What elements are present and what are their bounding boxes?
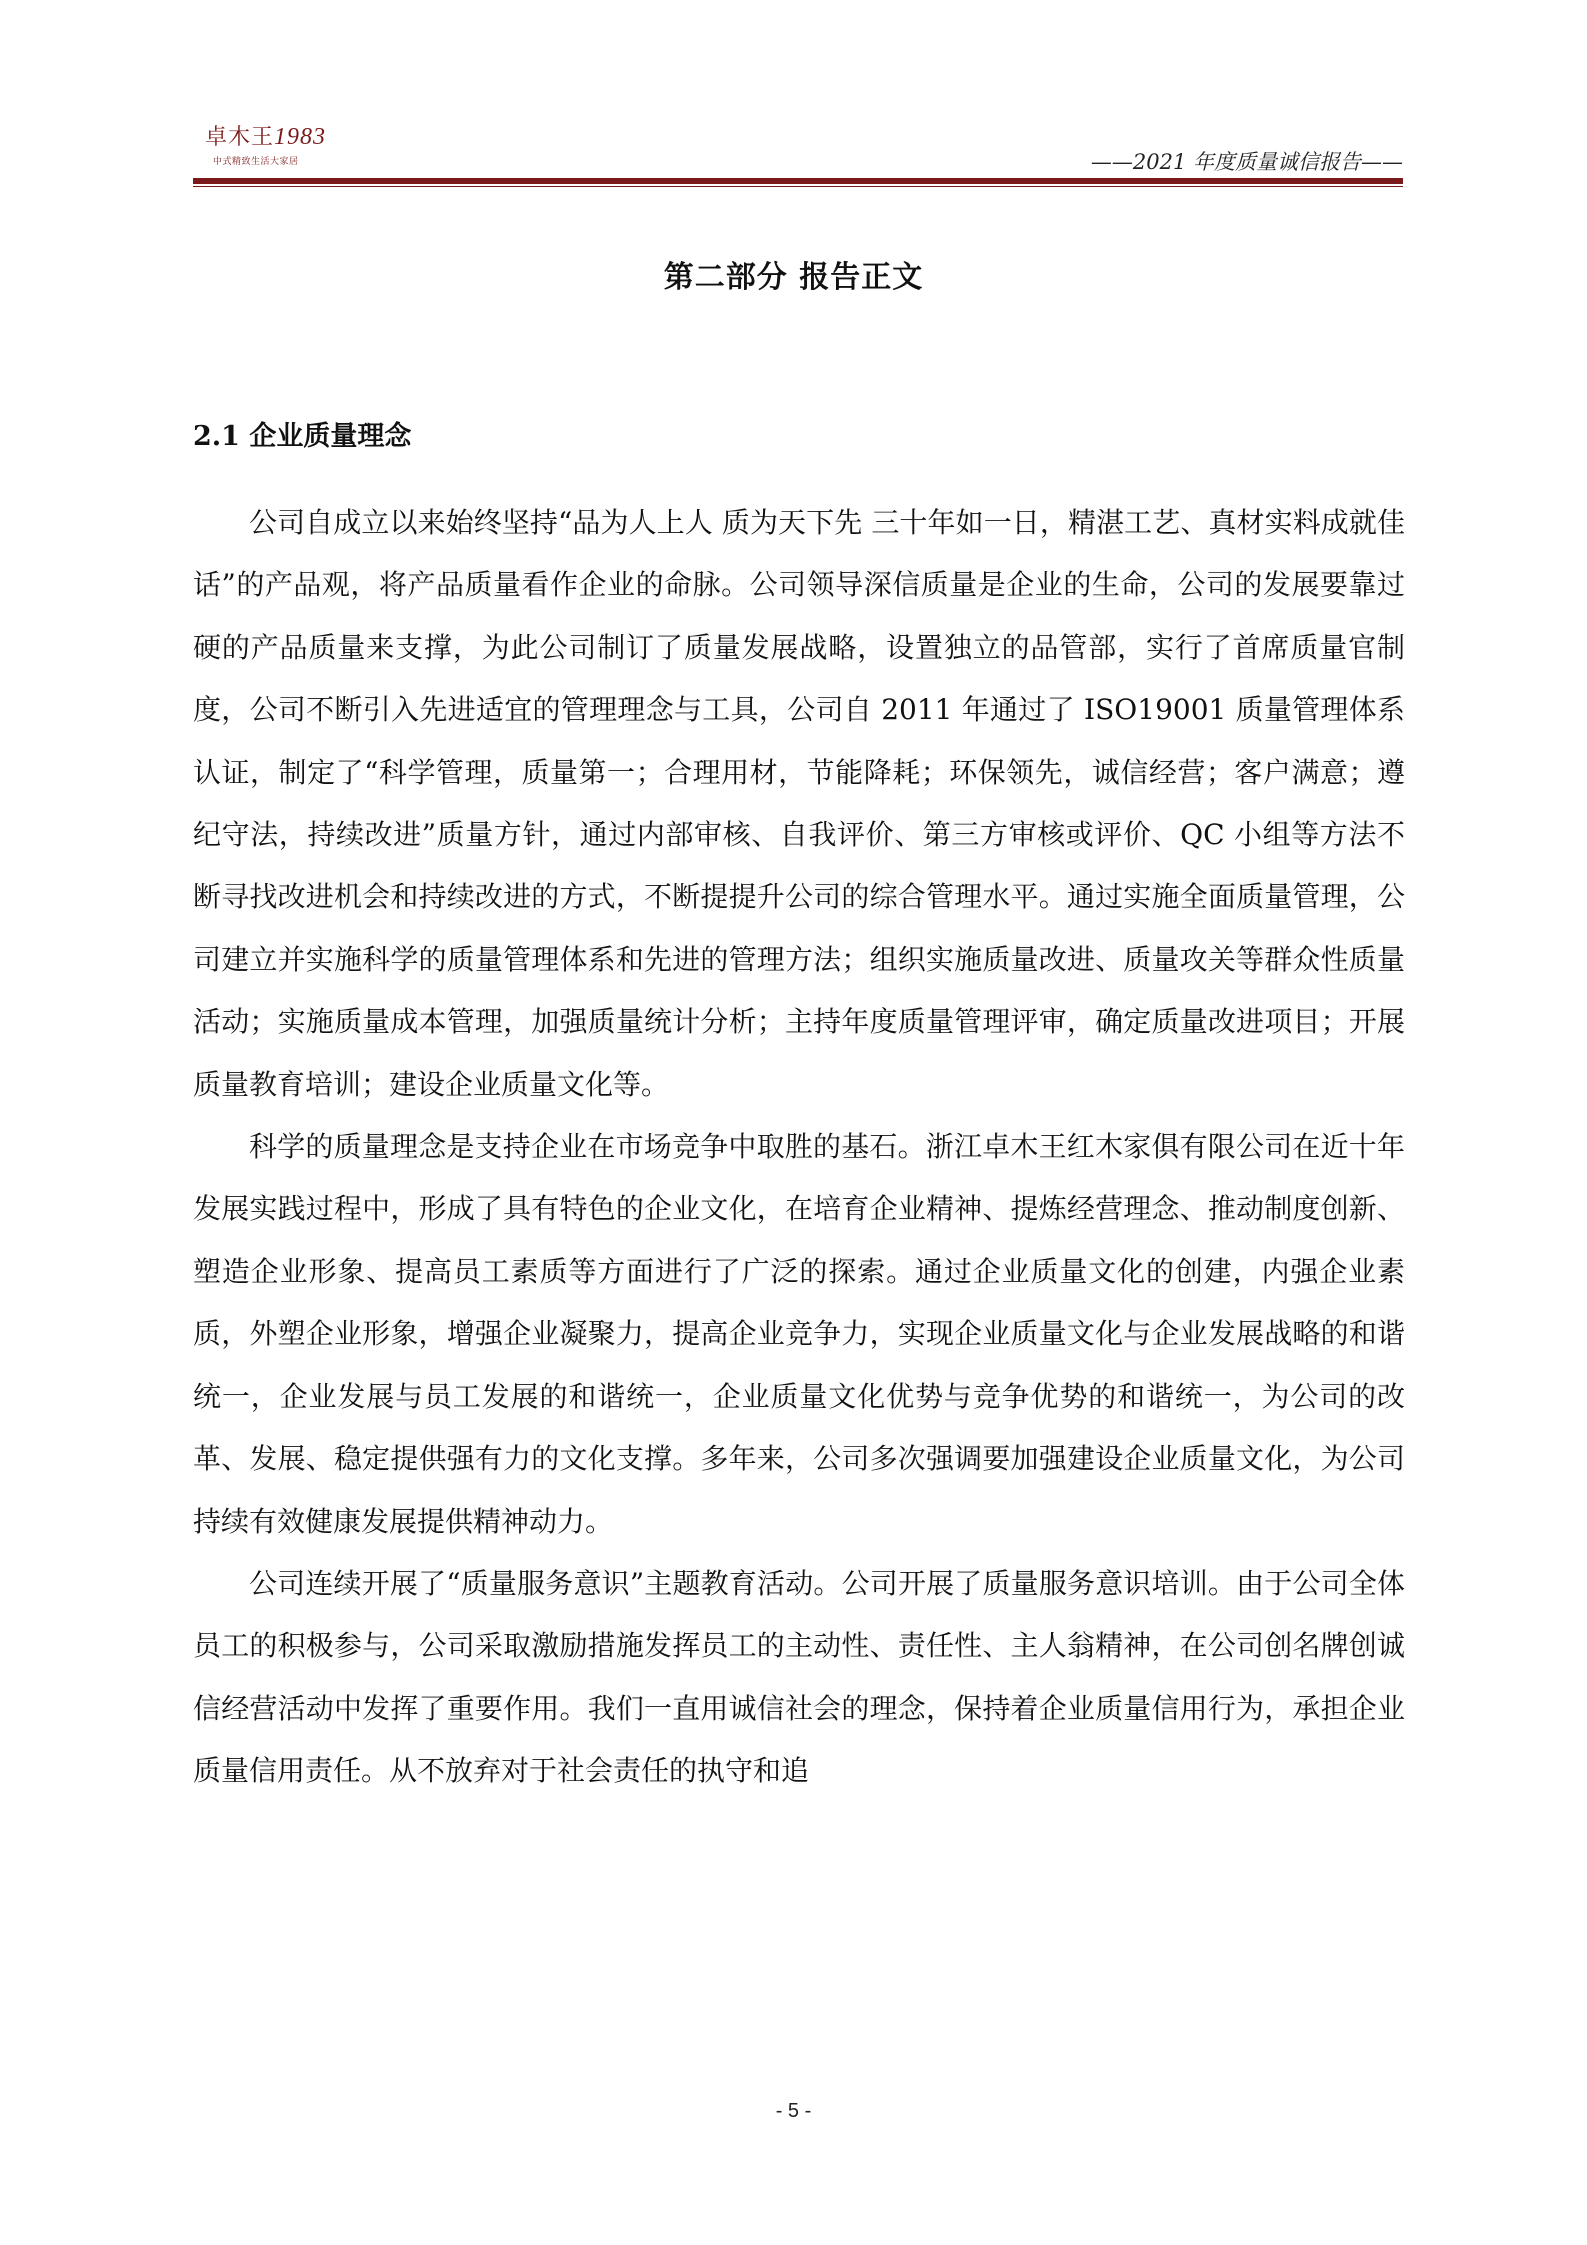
section-title: 第二部分 报告正文 [663, 260, 924, 295]
subsection-title: 2.1 企业质量理念 [193, 421, 412, 452]
page-number: - 5 - [775, 2100, 812, 2122]
report-header-title: ——2021 年度质量诚信报告—— [1090, 150, 1403, 174]
paragraph-3: 公司连续开展了“质量服务意识”主题教育活动。公司开展了质量服务意识培训。由于公司全体员工的积极参与，公司采取激励措施发挥员工的主动性、责任性、主人翁精神，在公司创名牌创诚信经营活动中发挥了重要作用。我们一直用诚信社会的理念，保持着企业质量信用行为，承担企业质量信用责任。从不放弃对于社会责任的执守和追 [193, 1566, 1405, 1788]
logo-wordmark [205, 120, 326, 151]
paragraph-2: 科学的质量理念是支持企业在市场竞争中取胜的基石。浙江卓木王红木家俱有限公司在近十年发展实践过程中，形成了具有特色的企业文化，在培育企业精神、提炼经营理念、推动制度创新、塑造企业形象、提高员工素质等方面进行了广泛的探索。通过企业质量文化的创建，内强企业素质，外塑企业形象，增强企业凝聚力，提高企业竞争力，实现企业质量文化与企业发展战略的和谐统一，企业发展与员工发展的和谐统一，企业质量文化优势与竞争优势的和谐统一，为公司的改革、发展、稳定提供强有力的文化支撑。多年来，公司多次强调要加强建设企业质量文化，为公司持续有效健康发展提供精神动力。 [193, 1130, 1405, 1538]
logo-year: 1983 [274, 124, 327, 150]
paragraph-1: 公司自成立以来始终坚持“品为人上人 质为天下先 三十年如一日，精湛工艺、真材实料成就佳话”的产品观，将产品质量看作企业的命脉。公司领导深信质量是企业的生命，公司的发展要靠过硬的产品质量来支撑，为此公司制订了质量发展战略，设置独立的品管部，实行了首席质量官制度，公司不断引入先进适宜的管理理念与工具，公司自 2011 年通过了 ISO19001 质量管理体系认证，制定了“科学管理，质量第一；合理用材，节能降耗；环保领先，诚信经营；客户满意；遵纪守法，持续改进”质量方针，通过内部审核、自我评价、第三方审核或评价、QC 小组等方法不断寻找改进机会和持续改进的方式，不断提提升公司的综合管理水平。通过实施全面质量管理，公司建立并实施科学的质量管理体系和先进的管理方法；组织实施质量改进、质量攻关等群众性质量活动；实施质量成本管理，加强质量统计分析；主持年度质量管理评审，确定质量改进项目；开展质量教育培训；建设企业质量文化等。 [193, 506, 1405, 1101]
logo-text: 卓木王 [205, 125, 275, 150]
logo-tagline: 中式精致生活大家居 [213, 157, 299, 167]
header-divider-thin [193, 186, 1403, 187]
page-header [193, 110, 1403, 190]
body-text [193, 492, 1405, 1803]
company-logo [205, 120, 355, 170]
header-divider [193, 178, 1403, 184]
